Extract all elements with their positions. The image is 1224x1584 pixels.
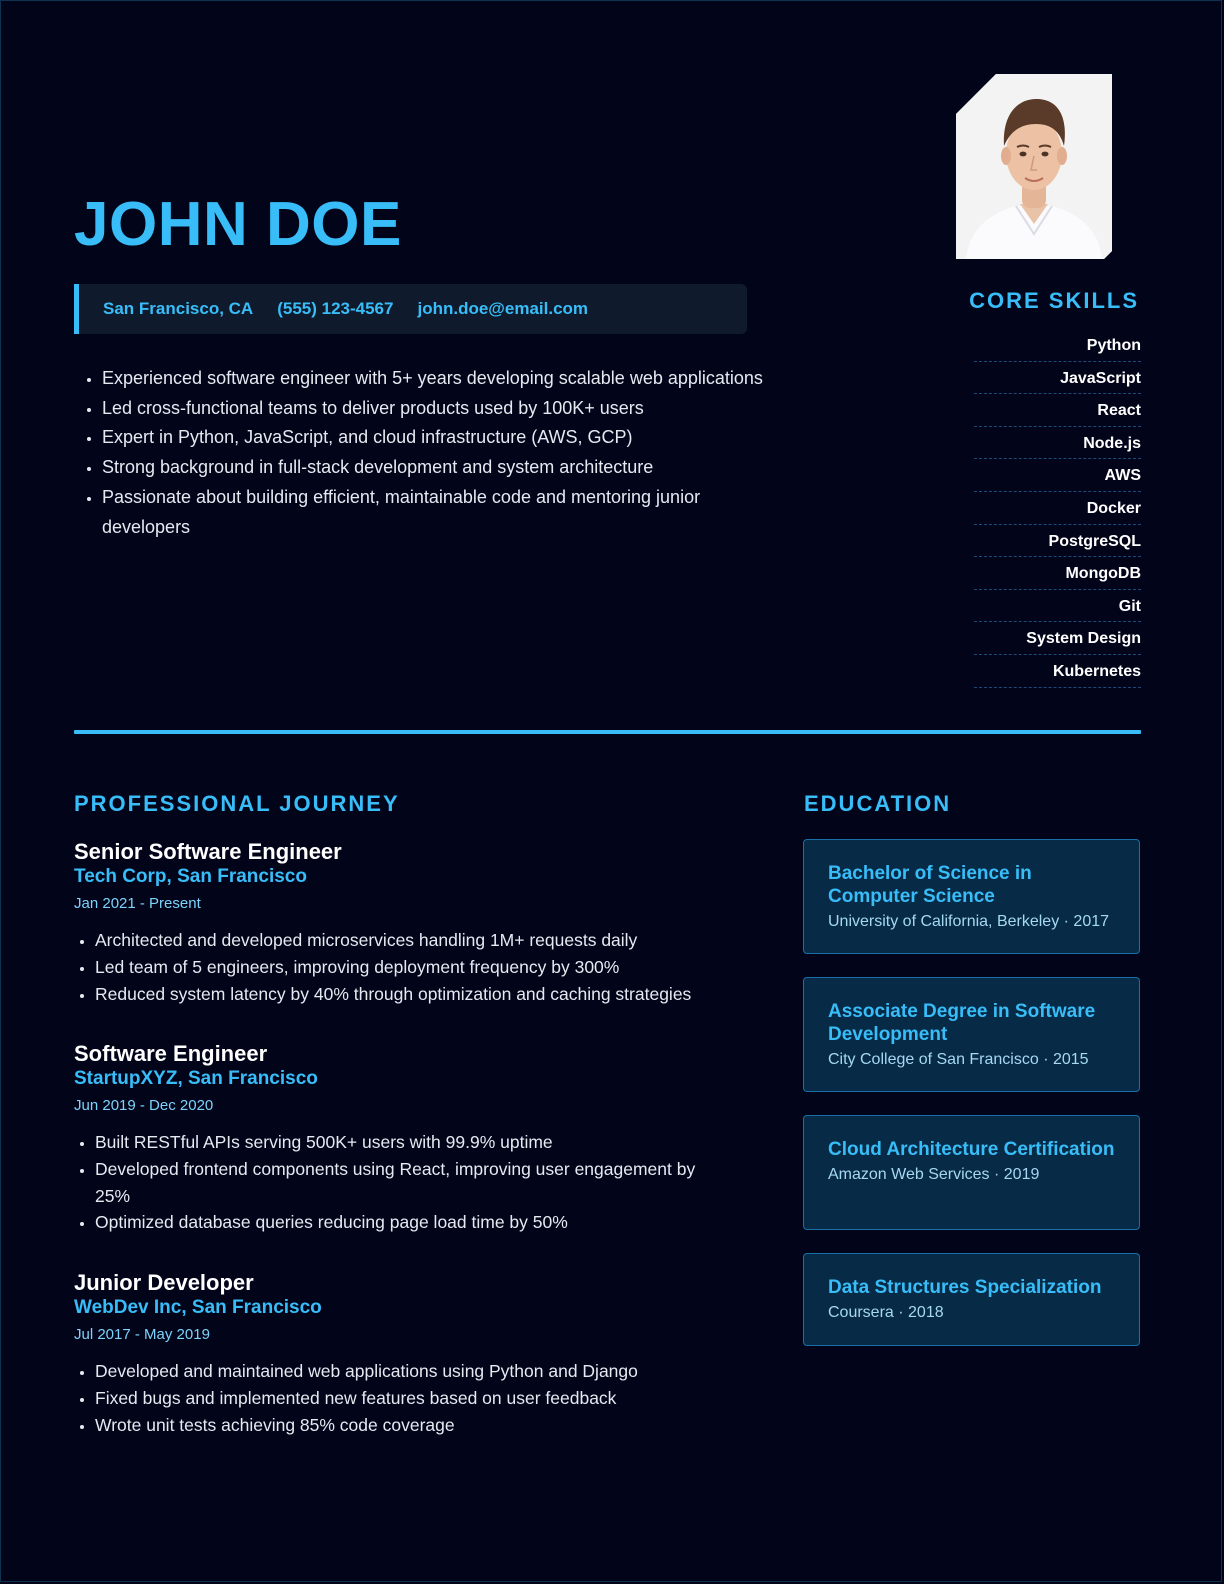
job-title: Junior Developer <box>74 1270 254 1295</box>
job-bullet: • Built RESTful APIs serving 500K+ users with 99.9% uptime <box>95 1129 734 1156</box>
experience-heading: PROFESSIONAL JOURNEY <box>74 791 400 816</box>
job-bullets <box>74 1358 734 1438</box>
candidate-name: JOHN DOE <box>74 190 402 259</box>
section-divider <box>74 730 1141 734</box>
summary-item: • Led cross-functional teams to deliver products used by 100K+ users <box>102 394 772 424</box>
skill-item: React <box>974 394 1141 427</box>
degree-meta: Amazon Web Services · 2019 <box>828 1166 1040 1183</box>
degree-title: Cloud Architecture Certification <box>828 1139 1115 1160</box>
degree-meta: University of California, Berkeley · 2017 <box>828 913 1110 930</box>
job-bullet: • Led team of 5 engineers, improving deployment frequency by 300% <box>95 954 734 981</box>
job-title: Senior Software Engineer <box>74 839 342 864</box>
summary-item: • Strong background in full-stack development and system architecture <box>102 453 772 483</box>
skill-item: Docker <box>974 492 1141 525</box>
location-text: San Francisco, CA <box>103 299 254 318</box>
skill-item: AWS <box>974 459 1141 492</box>
job-bullets <box>74 1129 734 1236</box>
job-bullet: • Developed frontend components using React, improving user engagement by 25% <box>95 1156 734 1210</box>
contact-bar <box>74 284 747 334</box>
skill-item: System Design <box>974 622 1141 655</box>
job-company: WebDev Inc, San Francisco <box>74 1297 322 1318</box>
job-bullet: • Wrote unit tests achieving 85% code coverage <box>95 1412 734 1439</box>
education-heading: EDUCATION <box>804 791 952 816</box>
education-card <box>803 977 1140 1092</box>
skill-item: PostgreSQL <box>974 525 1141 558</box>
skill-item: Git <box>974 590 1141 623</box>
job-company: StartupXYZ, San Francisco <box>74 1068 318 1089</box>
summary-list <box>74 364 772 542</box>
job-dates: Jan 2021 - Present <box>74 895 201 912</box>
job-bullet: • Developed and maintained web applications using Python and Django <box>95 1358 734 1385</box>
job-entry <box>74 1270 734 1438</box>
phone-text: (555) 123-4567 <box>277 299 394 318</box>
job-entry <box>74 839 734 1007</box>
job-bullet: • Architected and developed microservices handling 1M+ requests daily <box>95 927 734 954</box>
summary-item: • Experienced software engineer with 5+ years developing scalable web applications <box>102 364 772 394</box>
skills-list <box>974 329 1141 688</box>
education-card <box>803 1253 1140 1346</box>
education-card <box>803 839 1140 954</box>
skills-heading: CORE SKILLS <box>969 288 1139 313</box>
degree-meta: City College of San Francisco · 2015 <box>828 1051 1089 1068</box>
skill-item: MongoDB <box>974 557 1141 590</box>
education-card <box>803 1115 1140 1230</box>
job-bullet: • Fixed bugs and implemented new features based on user feedback <box>95 1385 734 1412</box>
degree-meta: Coursera · 2018 <box>828 1304 944 1321</box>
summary-item: • Expert in Python, JavaScript, and cloud infrastructure (AWS, GCP) <box>102 423 772 453</box>
profile-photo <box>956 74 1112 259</box>
job-bullets <box>74 927 734 1007</box>
summary-item: • Passionate about building efficient, maintainable code and mentoring junior developers <box>102 483 772 542</box>
job-dates: Jun 2019 - Dec 2020 <box>74 1097 214 1114</box>
job-dates: Jul 2017 - May 2019 <box>74 1326 210 1343</box>
skill-item: Python <box>974 329 1141 362</box>
job-entry <box>74 1041 734 1236</box>
job-bullet: • Optimized database queries reducing page load time by 50% <box>95 1209 734 1236</box>
skill-item: Kubernetes <box>974 655 1141 688</box>
job-bullet: • Reduced system latency by 40% through optimization and caching strategies <box>95 981 734 1008</box>
profile-photo-icon <box>956 74 1112 259</box>
job-company: Tech Corp, San Francisco <box>74 866 307 887</box>
skill-item: Node.js <box>974 427 1141 460</box>
job-title: Software Engineer <box>74 1041 268 1066</box>
skill-item: JavaScript <box>974 362 1141 395</box>
degree-title: Associate Degree in Software Development <box>828 1001 1096 1045</box>
degree-title: Bachelor of Science in Computer Science <box>828 863 1032 907</box>
email-link[interactable]: john.doe@email.com <box>417 299 589 318</box>
degree-title: Data Structures Specialization <box>828 1277 1102 1298</box>
